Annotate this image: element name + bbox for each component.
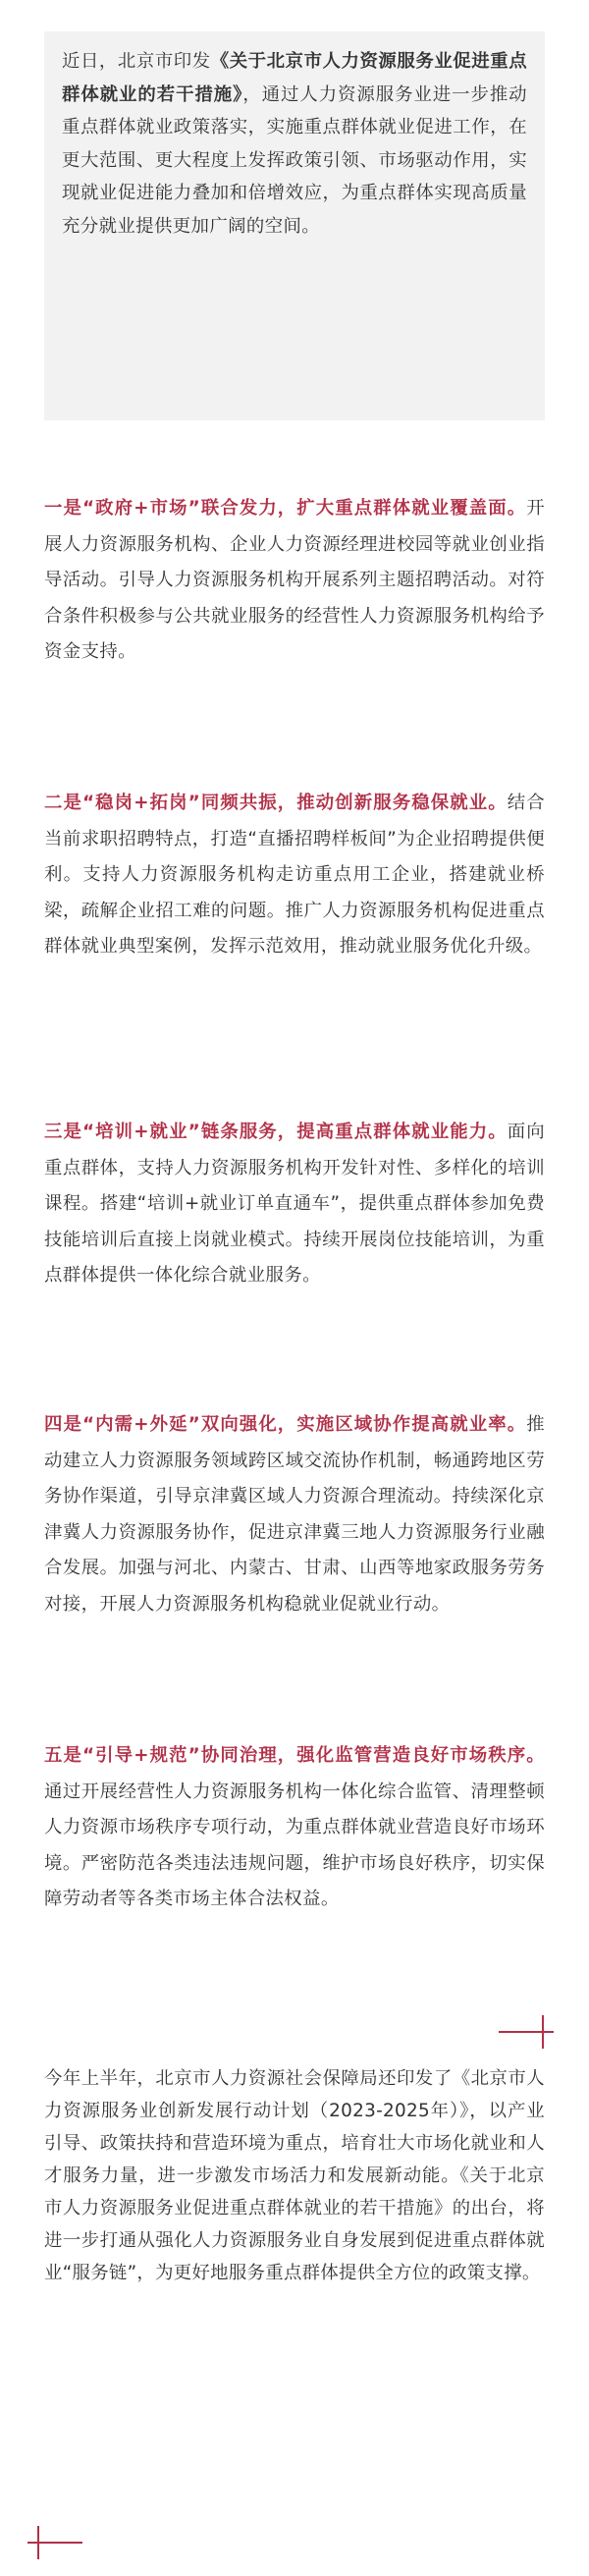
section-1 <box>44 491 545 671</box>
intro-post: ，通过人力资源服务业进一步推动重点群体就业政策落实，实施重点群体就业促进工作，在更大范围、更大程度上发挥政策引领、市场驱动作用，实现就业促进能力叠加和倍增效应，为重点群体实现高质量充分就业提供更加广阔的空间。 <box>62 83 527 237</box>
section-3 <box>44 1115 545 1294</box>
section-1-heading: 一是“政府+市场”联合发力，扩大重点群体就业覆盖面。 <box>44 498 527 519</box>
section-4-body: 推动建立人力资源服务领域跨区域交流协作机制，畅通跨地区劳务协作渠道，引导京津冀区域人力资源合理流动。持续深化京津冀人力资源服务协作，促进京津冀三地人力资源服务行业融合发展。加强与河北、内蒙古、甘肃、山西等地家政服务劳务对接，开展人力资源服务机构稳就业促就业行动。 <box>44 1414 545 1615</box>
section-4 <box>44 1407 545 1622</box>
section-3-body: 面向重点群体，支持人力资源服务机构开发针对性、多样化的培训课程。搭建“培训+就业订单直通车”，提供重点群体参加免费技能培训后直接上岗就业模式。持续开展岗位技能培训，为重点群体提供一体化综合就业服务。 <box>44 1122 545 1286</box>
section-2 <box>44 786 545 965</box>
corner-ornament-bottom-left <box>27 2520 90 2559</box>
section-1-body: 开展人力资源服务机构、企业人力资源经理进校园等就业创业指导活动。引导人力资源服务机构开展系列主题招聘活动。对符合条件积极参与公共就业服务的经营性人力资源服务机构给予资金支持。 <box>44 498 545 662</box>
section-5 <box>44 1738 545 1918</box>
section-5-heading: 五是“引导+规范”协同治理，强化监管营造良好市场秩序。 <box>44 1745 545 1766</box>
intro-pre: 近日，北京市印发 <box>62 51 211 72</box>
intro-box <box>44 31 545 420</box>
section-3-heading: 三是“培训+就业”链条服务，提高重点群体就业能力。 <box>44 1122 508 1142</box>
section-2-body: 结合当前求职招聘特点，打造“直播招聘样板间”为企业招聘提供便利。支持人力资源服务机构走访重点用工企业，搭建就业桥梁，疏解企业招工难的问题。推广人力资源服务机构促进重点群体就业典型案例，发挥示范效用，推动就业服务优化升级。 <box>44 793 545 957</box>
section-4-heading: 四是“内需+外延”双向强化，实施区域协作提高就业率。 <box>44 1414 527 1435</box>
section-5-body: 通过开展经营性人力资源服务机构一体化综合监管、清理整顿人力资源市场秩序专项行动，为重点群体就业营造良好市场环境。严密防范各类违法违规问题，维护市场良好秩序，切实保障劳动者等各类市场主体合法权益。 <box>44 1781 545 1909</box>
intro-title: 《关于北京市人力资源服务业促进重点群体就业的若干措施》 <box>62 51 527 105</box>
corner-ornament-top-right <box>499 2015 562 2055</box>
outro-paragraph: 今年上半年，北京市人力资源社会保障局还印发了《北京市人力资源服务业创新发展行动计划（2023-2025年）》，以产业引导、政策扶持和营造环境为重点，培育壮大市场化就业和人才服务力量，进一步激发市场活力和发展新动能。《关于北京市人力资源服务业促进重点群体就业的若干措施》的出台，将进一步打通从强化人力资源服务业自身发展到促进重点群体就业“服务链”，为更好地服务重点群体提供全方位的政策支撑。 <box>44 2068 545 2283</box>
section-2-heading: 二是“稳岗+拓岗”同频共振，推动创新服务稳保就业。 <box>44 793 508 813</box>
